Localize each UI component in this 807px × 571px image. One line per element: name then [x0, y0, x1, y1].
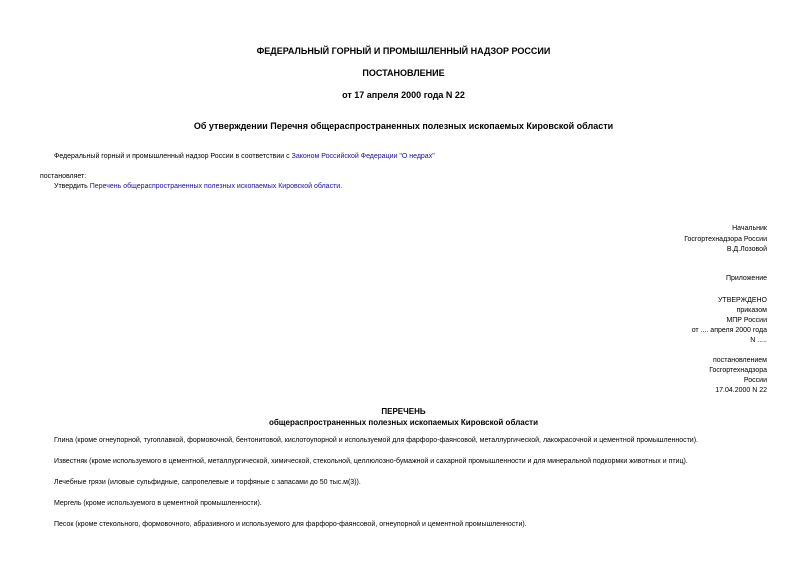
document-type: ПОСТАНОВЛЕНИЕ	[362, 68, 445, 78]
approve-end: .	[340, 183, 343, 190]
appendix-label: Приложение	[725, 275, 767, 282]
list-heading: ПЕРЕЧЕНЬ	[381, 407, 426, 416]
list-item: Лечебные грязи (иловые сульфидные, сапропелевые и торфяные с запасами до 50 тыс.м(3)).	[54, 479, 361, 486]
appendix-by-decision: постановлением	[713, 357, 767, 364]
signature-position: Начальник	[732, 225, 767, 232]
appendix-gtn: Госгортехнадзора	[709, 367, 767, 374]
list-item: Песок (кроме стекольного, формовочного, абразивного и используемого для фарфоро-фаянсовой, огнеупорной и цементной промышленности).	[54, 521, 527, 528]
list-item: Мергель (кроме используемого в цементной промышленности).	[54, 500, 262, 507]
list-link[interactable]: Перечень общераспространенных полезных ископаемых Кировской области	[89, 183, 341, 190]
document-date-number: от 17 апреля 2000 года N 22	[342, 90, 465, 100]
appendix-ministry: МПР России	[726, 317, 767, 324]
appendix-order-number: N .....	[750, 337, 767, 344]
appendix-order-date: от .... апреля 2000 года	[691, 327, 767, 334]
document-title: Об утверждении Перечня общераспространенных полезных ископаемых Кировской области	[193, 121, 614, 131]
appendix-approved: УТВЕРЖДЕНО	[717, 297, 767, 304]
appendix-decision-ref: 17.04.2000 N 22	[715, 387, 767, 394]
preamble-line	[54, 153, 435, 160]
list-item: Глина (кроме огнеупорной, тугоплавкой, формовочной, бентонитовой, кислотоупорной и используемой для фарфоро-фаянсовой, металлургической, лакокрасочной и цементной промышленности).	[54, 437, 698, 444]
signature-name: В.Д.Лозовой	[726, 246, 767, 253]
preamble-text: Федеральный горный и промышленный надзор России в соответствии с	[54, 153, 292, 160]
appendix-russia: России	[743, 377, 767, 384]
list-subheading: общераспространенных полезных ископаемых Кировской области	[268, 418, 539, 427]
appendix-by-order: приказом	[736, 307, 767, 314]
law-link[interactable]: Законом Российской Федерации "О недрах"	[291, 153, 435, 160]
approve-text: Утвердить	[54, 183, 90, 190]
decides-text: постановляет:	[40, 173, 87, 180]
approve-line	[54, 183, 342, 190]
signature-org: Госгортехнадзора России	[684, 236, 767, 243]
list-item: Известняк (кроме используемого в цементной, металлургической, химической, стекольной, целлюлозно-бумажной и сахарной промышленности и для минеральной подкормки животных и птиц).	[54, 458, 688, 465]
agency-name: ФЕДЕРАЛЬНЫЙ ГОРНЫЙ И ПРОМЫШЛЕННЫЙ НАДЗОР РОССИИ	[256, 46, 551, 56]
